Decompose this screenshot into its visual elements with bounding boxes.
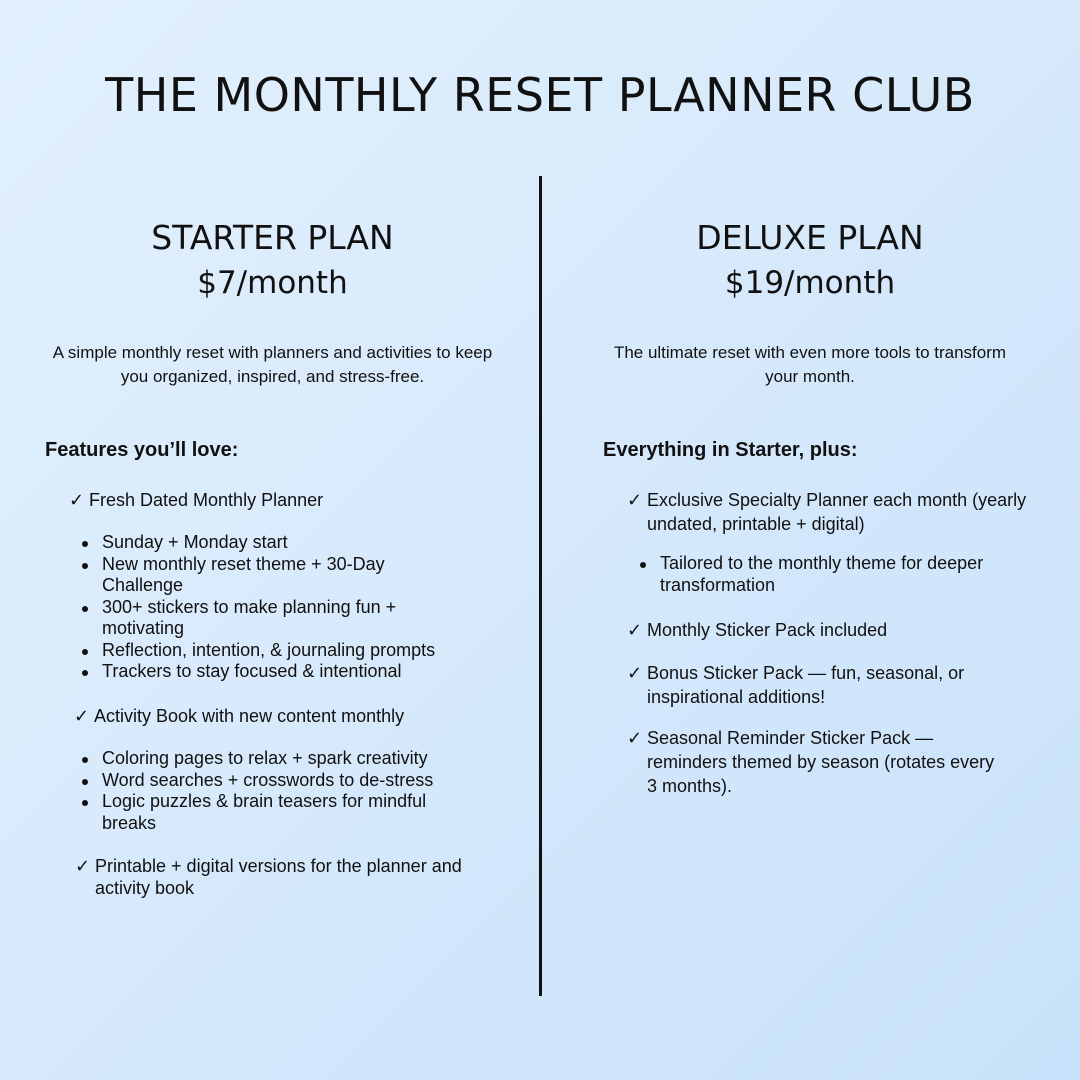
deluxe-feature-item [627,661,1037,709]
starter-activity-sublist [78,748,488,834]
starter-planner-sublist [78,532,498,683]
deluxe-feature-item [627,618,1057,642]
feature-label: Seasonal Reminder Sticker Pack — reminders themed by season (rotates every 3 months). [647,728,995,796]
feature-label: Printable + digital versions for the planner and activity book [95,856,462,898]
check-icon: ✓ [627,620,643,640]
list-item: Sunday + Monday start [78,532,498,554]
check-icon: ✓ [74,706,90,726]
feature-label: Activity Book with new content monthly [94,706,405,726]
deluxe-plan-description: The ultimate reset with even more tools to transform your month. [613,343,1007,386]
deluxe-features-heading: Everything in Starter, plus: [603,439,858,461]
check-icon: ✓ [627,663,643,683]
starter-plan-price: $7/month [197,265,348,301]
feature-label: Fresh Dated Monthly Planner [89,490,324,510]
starter-feature-item [69,488,509,512]
deluxe-specialty-sublist [636,553,1046,596]
starter-feature-item [74,704,514,728]
list-item: Logic puzzles & brain teasers for mindful breaks [78,791,482,834]
list-item: Tailored to the monthly theme for deeper transformation [636,553,1046,596]
list-item: Coloring pages to relax + spark creativity [78,748,488,770]
column-divider [539,176,542,996]
deluxe-plan-name: DELUXE PLAN [696,218,924,257]
list-item: 300+ stickers to make planning fun + motivating [78,597,462,640]
deluxe-feature-item [627,488,1057,536]
check-icon: ✓ [69,490,85,510]
check-icon: ✓ [627,728,643,748]
starter-plan-name: STARTER PLAN [151,218,394,257]
starter-plan-description: A simple monthly reset with planners and activities to keep you organized, inspired, and stress-free. [52,343,493,386]
list-item: New monthly reset theme + 30-Day Challenge [78,554,442,597]
deluxe-feature-item [627,726,1007,798]
list-item: Reflection, intention, & journaling prompts [78,640,498,662]
list-item: Word searches + crosswords to de-stress [78,770,488,792]
starter-features-heading: Features you’ll love: [45,439,239,461]
check-icon: ✓ [627,490,643,510]
feature-label: Exclusive Specialty Planner each month (yearly undated, printable + digital) [647,490,1027,534]
deluxe-plan-price: $19/month [724,265,896,301]
check-icon: ✓ [75,856,91,876]
feature-label: Monthly Sticker Pack included [647,620,888,640]
starter-feature-item [75,855,495,899]
page-title: THE MONTHLY RESET PLANNER CLUB [105,68,975,122]
list-item: Trackers to stay focused & intentional [78,661,498,683]
feature-label: Bonus Sticker Pack — fun, seasonal, or inspirational additions! [647,663,965,707]
